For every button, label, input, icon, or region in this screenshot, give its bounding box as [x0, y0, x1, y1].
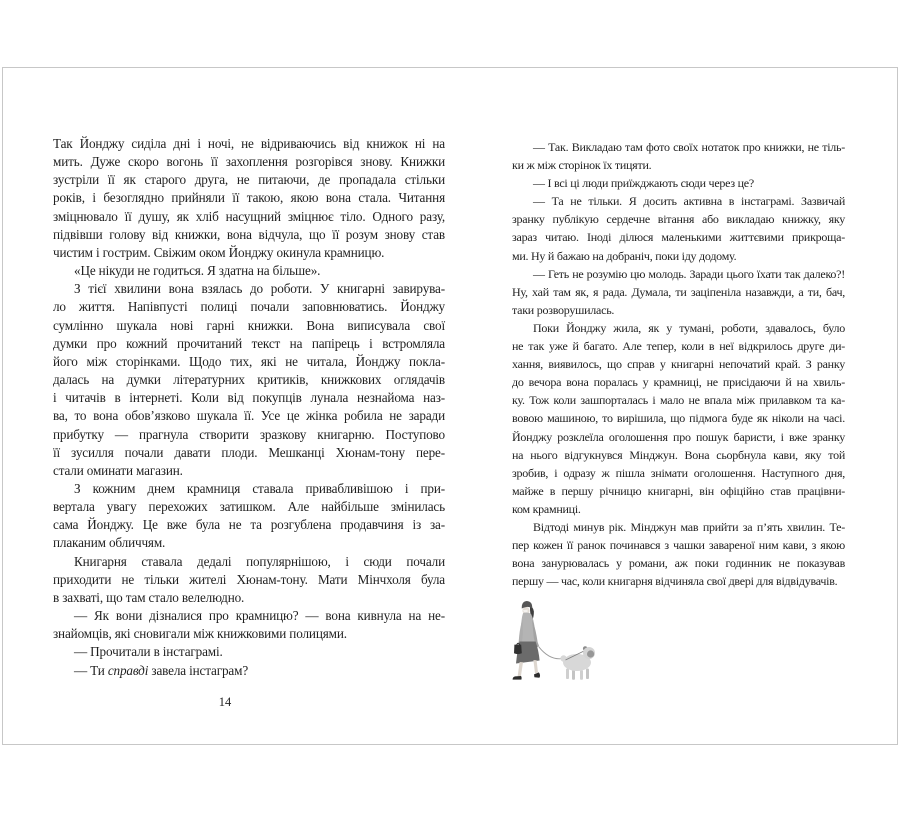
text-line: її зусилля почали давати плоди. Мешканці Хюнам-тону пере-: [53, 444, 445, 460]
text-line: знайомців, які сновигали між книжковими полицями.: [53, 626, 347, 642]
text-line: З тієї хвилини вона взялась до роботи. У книгарні завирува-: [74, 281, 445, 297]
text-line: — Так. Викладаю там фото своїх нотаток про книжки, не тіль-: [533, 140, 845, 154]
text-line: зустріли її як старого друга, не питаючи, де пропадала стільки: [53, 172, 445, 188]
text-line: його між сторінками. Щодо тих, які не читала, Йонджу покла-: [53, 353, 445, 369]
text-line: ки ж між сторінок їх тицяти.: [512, 158, 652, 173]
page-number: 14: [218, 695, 232, 709]
text-line: Так Йонджу сиділа дні і ночі, не відриваючись від книжок ні на: [53, 136, 445, 151]
text-line: першу — час, коли книгарня відчиняла свої двері для відвідувачів.: [512, 574, 838, 589]
text-line: Ну, хай там як, я рада. Думала, ти заціпеніла назавжди, а ти, бач,: [512, 284, 845, 299]
text-line: років, і безоглядно прийняли її такою, якою вона стала. Читання: [53, 190, 445, 206]
text-line: плаканим обличчям.: [53, 535, 166, 551]
text-line: «Це нікуди не годиться. Я здатна на більше».: [74, 263, 321, 279]
text-line: — Та не тільки. Я досить активна в інстаграмі. Зазвичай: [533, 194, 845, 209]
text-line: Книгарня ставала дедалі популярнішою, і сюди почали: [74, 553, 445, 569]
right-page-text: [512, 138, 845, 590]
text-line: — І всі ці люди приїжджають сюди через це?: [533, 176, 754, 191]
dog-figure: [560, 646, 595, 680]
text-line: мить. Дуже скоро вогонь її захоплення розгорівся знову. Книжки: [53, 154, 445, 170]
text-line: думки про кожний прочитаний текст на папірець і встромляла: [53, 335, 445, 351]
text-line: ми. Ну й бажаю на добраніч, поки іду додому.: [512, 248, 737, 263]
text-line: вона занурювалась у романи, аж поки годинник не показував: [512, 556, 845, 571]
text-line: зробив, і одразу ж пішла знімати оголошення. Наступного дня,: [512, 465, 845, 480]
left-page-text: [53, 135, 445, 680]
text-line: таки розворушилась.: [512, 302, 615, 317]
text-line: ло життя. Напівпусті полиці почали заповнюватись. Йонджу: [53, 299, 445, 315]
text-line: не так уже й багато. Але тепер, коли в неї відкрилось друге ди-: [512, 339, 845, 354]
text-line: пер кожен її ранок починався з чашки завареної ним кави, з якою: [512, 538, 845, 553]
text-line: вовою машиною, то вирішила, що підмога буде як ніколи на часі.: [512, 411, 845, 426]
text-line: в захваті, що там стало велелюдно.: [53, 589, 245, 605]
text-line: ва, то вона обов’язково шукала її. Усе це жінка робила не заради: [53, 408, 445, 424]
text-line: зранку публікую сердечне вітання або викладаю книжку, яку: [512, 212, 845, 227]
text-line: прибутку — прагнула створити зразкову книгарню. Поступово: [53, 426, 445, 442]
text-line: приходити не тільки жителі Хюнам-тону. Мати Мінчхоля була: [53, 571, 445, 587]
text-line: Відтоді минув рік. Мінджун мав прийти за п’ять хвилин. Те-: [533, 519, 845, 534]
text-line: ком крамниці.: [512, 501, 581, 516]
text-line: вертала увагу перехожих затишком. Але найбільше змінилась: [53, 499, 445, 515]
text-line: стали оминати магазин.: [53, 462, 183, 478]
text-line: на нього відгукнувся Мінджун. Вона сьорбнула кави, яку той: [512, 447, 845, 462]
text-line: сама Йонджу. Це вже була не та розгублена продавчиня із за-: [53, 517, 445, 533]
text-line: зміцнювало її душу, як хліб насущний зміцнює тіло. Одного разу,: [53, 208, 445, 224]
text-line: Йонджу розклеїла оголошення про пошук баристи, і вже зранку: [512, 429, 845, 444]
text-line: далась на думки літературних критиків, книжкових оглядачів: [53, 372, 445, 388]
text-line: майже в першу річницю книгарні, він офіційно став працівни-: [512, 483, 845, 498]
text-line: Поки Йонджу жила, як у тумані, роботи, здавалось, було: [533, 320, 845, 335]
text-line: ку. Тож коли зашпорталась і мало не впала між прилавком та ка-: [512, 393, 845, 408]
text-line: підвівши голову від книжки, вона відчула, що її розум знову став: [53, 226, 445, 242]
text-line: сумлінно шукала нові гарні книжки. Вона виписувала свої: [53, 317, 445, 333]
text-line: — Геть не розумію цю молодь. Заради цього їхати так далеко?!: [533, 266, 845, 281]
text-line: і читачів в інтернеті. Коли від покупців лунала незнайома наз-: [53, 390, 445, 406]
book-page-spread: [2, 67, 898, 745]
text-line: — Прочитали в інстаграмі.: [74, 644, 223, 660]
text-line: — Як вони дізналися про крамницю? — вона кивнула на не-: [74, 608, 445, 624]
text-line: хання, виявилось, що справ у книгарні непочатий край. З ранку: [512, 357, 845, 372]
text-line: — Ти справді завела інстаграм?: [74, 662, 249, 678]
woman-figure: [513, 601, 540, 680]
text-line: чистим і гострим. Свіжим оком Йонджу окинула крамницю.: [53, 244, 385, 260]
text-line: зараз читаю. Іноді ділюся маленькими життєвими прикроща-: [512, 230, 845, 245]
woman-walking-dog-illustration: [504, 598, 604, 690]
text-line: до вечора вона поралась у крамниці, не присідаючи й на хвиль-: [512, 375, 845, 390]
text-line: З кожним днем крамниця ставала привабливішою і при-: [74, 480, 445, 496]
